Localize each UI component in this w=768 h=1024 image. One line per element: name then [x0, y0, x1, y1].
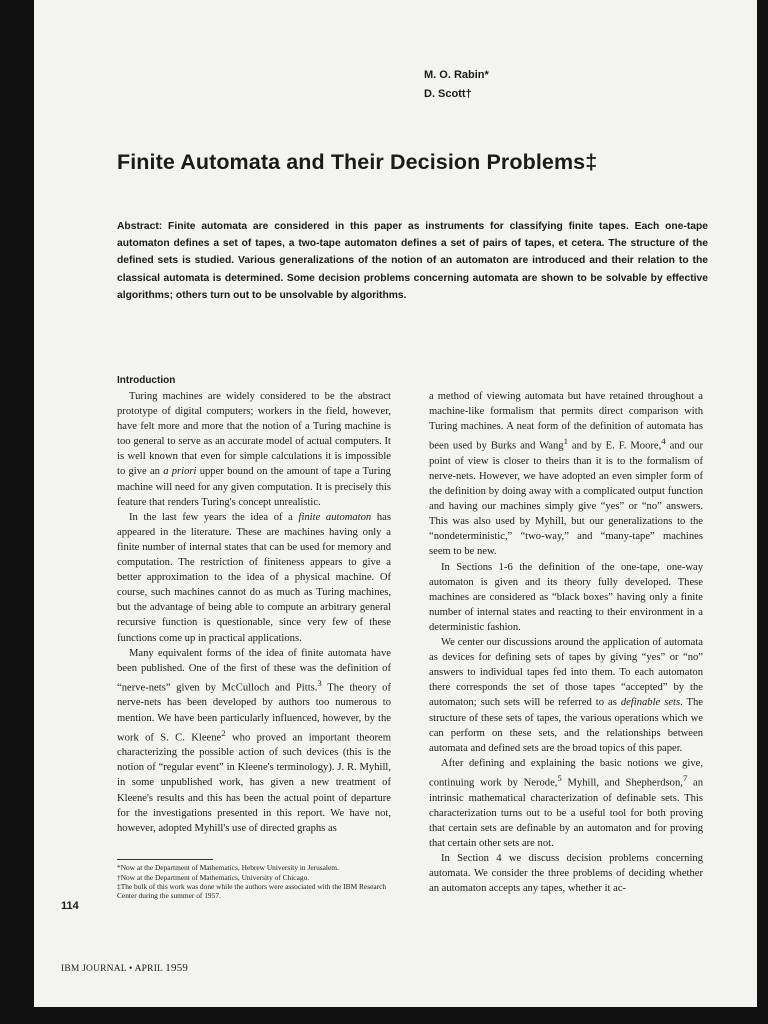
paper-title: Finite Automata and Their Decision Problems‡ [117, 150, 598, 174]
footnote-scott: †Now at the Department of Mathematics, University of Chicago. [117, 872, 310, 882]
footnote-rabin: *Now at the Department of Mathematics, Hebrew University in Jerusalem. [117, 863, 339, 872]
right-paragraph-1: a method of viewing automata but have retained throughout a machine-like formalism that permits direct comparison with Turing machines. A neat form of the definition of automata has been used by Burks and Wang$^1$ and by E. F. Moore,$^4$ and our point of view is closer to theirs than it is to the formalism of nerve-nets. However, we have adopted an even simpler form of the definition by doing away with a complicated output function and having our machines simply give “yes” or “no” answers. This was also used by Myhill, but our generalizations to the “nondeterministic,” “two-way,” and “many-tape” machines seem to be new. [429, 391, 703, 558]
left-paragraph-1: Turing machines are widely considered to be the abstract prototype of digital computers; workers in the field, however, have felt more and more that the notion of a Turing machine is too general to serve as an accurate model of actual computers. It is well known that even for simple calculations it is impossible to give an a priori upper bound on the amount of tape a Turing machine will need for any given computation. It is precisely this feature that renders Turing's concept unrealistic. [117, 391, 391, 508]
author-rabin: M. O. Rabin* [424, 69, 489, 81]
page-number: 114 [61, 900, 79, 912]
author-scott: D. Scott† [424, 88, 472, 100]
section-heading-introduction: Introduction [117, 375, 176, 386]
footnote-ibm: ‡The bulk of this work was done while the authors were associated with the IBM Research Center during the summer of 1957. [117, 882, 387, 900]
right-column [429, 389, 703, 896]
footnotes [117, 864, 391, 901]
abstract-text: Finite automata are considered in this paper as instruments for classifying finite tapes. Each one-tape automaton defines a set of tapes, a two-tape automaton defines a set of pairs of tapes, et cetera. The structure of the defined sets is studied. Various generalizations of the notion of an automaton are introduced and their relation to the classical automata is determined. Some decision problems concerning automata are shown to be solvable by effective algorithms; others turn out to be unsolvable by algorithms. [117, 221, 708, 301]
abstract [117, 218, 708, 304]
journal-name: IBM JOURNAL [61, 964, 127, 974]
left-paragraph-3: Many equivalent forms of the idea of finite automata have been published. One of the first of these was the definition of “nerve-nets” given by McCulloch and Pitts.$^3$ The theory of nerve-nets has been developed by authors too numerous to mention. We have been particularly influenced, however, by the work of S. C. Kleene$^2$ who proved an important theorem characterizing the possible action of such devices (this is the notion of “regular event” in Kleene's terminology). J. R. Myhill, in some unpublished work, has given a new treatment of Kleene's results and this has been the actual point of departure for the investigations presented in this report. We have not, however, adopted Myhill's use of directed graphs as [117, 647, 391, 834]
journal-page [34, 0, 757, 1007]
journal-year: 1959 [165, 962, 189, 974]
journal-footer: IBM JOURNAL • APRIL 1959 [61, 962, 189, 974]
right-paragraph-4: After defining and explaining the basic notions we give, continuing work by Nerode,$^5$ Myhill, and Shepherdson,$^7$ an intrinsic mathematical characterization of definable sets. This characterization turns out to be a useful tool for both proving that certain sets are definable by an automaton and for proving that certain other sets are not. [429, 757, 703, 849]
right-paragraph-3: We center our discussions around the application of automata as devices for defining sets of tapes by giving “yes” or “no” answers to individual tapes fed into them. To each automaton there corresponds the set of those tapes “accepted” by the automaton; such sets will be referred to as definable sets. The structure of these sets of tapes, the various operations which we can perform on these sets, and the relationships between automata and defined sets are the broad topics of this paper. [429, 637, 704, 754]
right-paragraph-5: In Section 4 we discuss decision problems concerning automata. We consider the three problems of deciding whether an automaton accepts any tapes, whether it ac- [429, 852, 703, 895]
abstract-label: Abstract: [117, 221, 163, 232]
footnote-divider [117, 859, 213, 860]
journal-month: APRIL [134, 964, 163, 974]
author-block [424, 66, 489, 104]
left-paragraph-2: In the last few years the idea of a finite automaton has appeared in the literature. These are machines having only a finite number of internal states that can be used for memory and computation. The restriction of finiteness appears to give a better approximation to the idea of a physical machine. Of course, such machines cannot do as much as Turing machines, but the advantage of being able to compute an arbitrary general recursive function is questionable, since very few of these functions come up in practical applications. [117, 511, 391, 644]
right-paragraph-2: In Sections 1-6 the definition of the one-tape, one-way automaton is given and its theory fully developed. These machines are considered as “black boxes” having only a finite number of internal states and reacting to their environment in a deterministic fashion. [429, 561, 703, 633]
left-column [117, 389, 391, 836]
